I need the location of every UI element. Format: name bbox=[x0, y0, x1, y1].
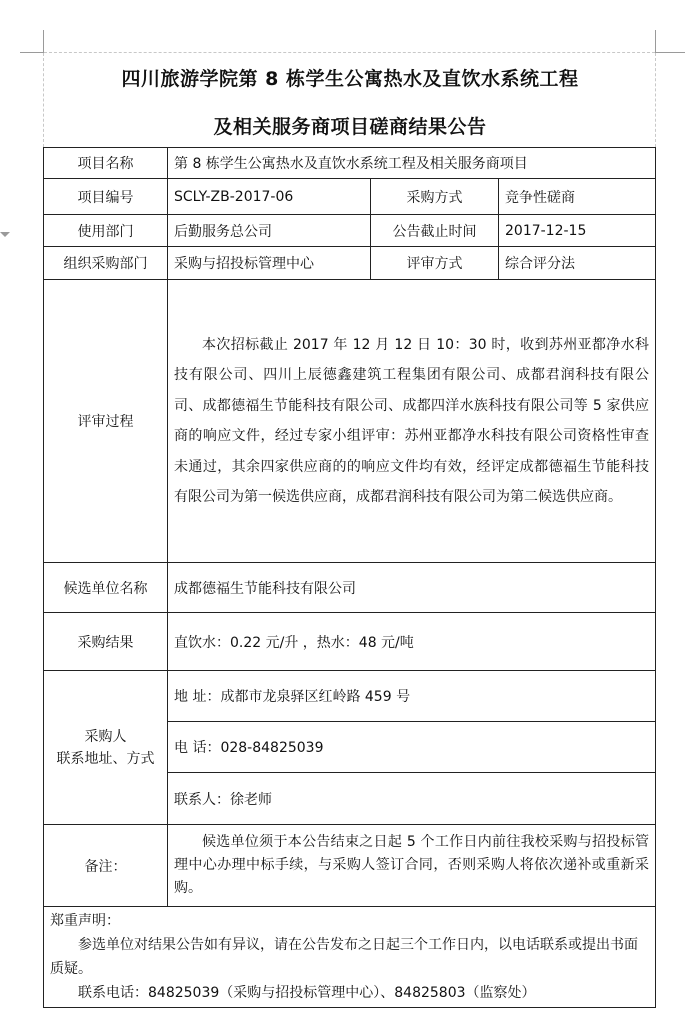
document-title-line2: 及相关服务商项目磋商结果公告 bbox=[213, 116, 487, 138]
value-procurement-method: 竞争性磋商 bbox=[499, 179, 656, 215]
document-title-line1: 四川旅游学院第 8 栋学生公寓热水及直饮水系统工程 bbox=[121, 68, 579, 90]
crop-mark-top-right-horizontal bbox=[655, 52, 685, 53]
row-declaration bbox=[44, 907, 656, 1008]
label-department: 使用部门 bbox=[44, 215, 168, 247]
row-remarks bbox=[44, 825, 656, 907]
row-project-name bbox=[44, 148, 656, 179]
label-review-process: 评审过程 bbox=[44, 280, 168, 563]
label-deadline: 公告截止时间 bbox=[371, 215, 499, 247]
label-project-no: 项目编号 bbox=[44, 179, 168, 215]
row-result bbox=[44, 613, 656, 671]
label-organizer: 组织采购部门 bbox=[44, 247, 168, 280]
declaration-heading: 郑重声明： bbox=[50, 913, 120, 929]
crop-mark-top-left-horizontal bbox=[20, 52, 44, 53]
value-project-name: 第 8 栋学生公寓热水及直饮水系统工程及相关服务商项目 bbox=[168, 148, 656, 179]
row-purchaser-address bbox=[44, 671, 656, 722]
row-review-process bbox=[44, 280, 656, 563]
value-result: 直饮水：0.22 元/升 ，热水：48 元/吨 bbox=[168, 613, 656, 671]
declaration-phones: 联系电话：84825039（采购与招投标管理中心）、84825803（监察处） bbox=[78, 985, 536, 1001]
value-department: 后勤服务总公司 bbox=[168, 215, 371, 247]
declaration-block bbox=[44, 907, 656, 1008]
crop-mark-top-right-vertical bbox=[655, 30, 656, 52]
value-organizer: 采购与招投标管理中心 bbox=[168, 247, 371, 280]
value-candidate: 成都德福生节能科技有限公司 bbox=[168, 563, 656, 613]
crop-mark-top-left-vertical bbox=[43, 30, 44, 52]
label-review-method: 评审方式 bbox=[371, 247, 499, 280]
value-review-method: 综合评分法 bbox=[499, 247, 656, 280]
value-purchaser-phone: 电 话：028-84825039 bbox=[168, 722, 656, 773]
label-procurement-method: 采购方式 bbox=[371, 179, 499, 215]
row-project-no bbox=[44, 179, 656, 215]
label-purchaser: 采购人 联系地址、方式 bbox=[44, 671, 168, 825]
value-remarks: 候选单位须于本公告结束之日起 5 个工作日内前往我校采购与招投标管理中心办理中标手续，与采购人签订合同，否则采购人将依次递补或重新采购。 bbox=[168, 825, 656, 907]
value-purchaser-address: 地 址：成都市龙泉驿区红岭路 459 号 bbox=[168, 671, 656, 722]
declaration-text: 参选单位对结果公告如有异议，请在公告发布之日起三个工作日内，以电话联系或提出书面质疑。 bbox=[50, 937, 638, 977]
label-candidate: 候选单位名称 bbox=[44, 563, 168, 613]
value-deadline: 2017-12-15 bbox=[499, 215, 656, 247]
row-candidate bbox=[44, 563, 656, 613]
announcement-table bbox=[43, 147, 656, 1008]
collapse-arrow-icon[interactable] bbox=[0, 232, 10, 237]
value-project-no: SCLY-ZB-2017-06 bbox=[168, 179, 371, 215]
value-purchaser-contact: 联系人：徐老师 bbox=[168, 773, 656, 825]
label-remarks: 备注： bbox=[44, 825, 168, 907]
value-review-process: 本次招标截止 2017 年 12 月 12 日 10：30 时，收到苏州亚都净水科技有限公司、四川上辰德鑫建筑工程集团有限公司、成都君润科技有限公司、成都德福生节能科技有限公司、成都四洋水族科技有限公司等 5 家供应商的响应文件，经过专家小组评审：苏州亚都净水科技有限公司资格性审查未通过，其余四家供应商的的响应文件均有效，经评定成都德福生节能科技有限公司为第一候选供应商，成都君润科技有限公司为第二候选供应商。 bbox=[168, 280, 656, 563]
label-project-name: 项目名称 bbox=[44, 148, 168, 179]
row-organizer bbox=[44, 247, 656, 280]
margin-guide-top bbox=[44, 52, 655, 53]
row-department bbox=[44, 215, 656, 247]
label-result: 采购结果 bbox=[44, 613, 168, 671]
